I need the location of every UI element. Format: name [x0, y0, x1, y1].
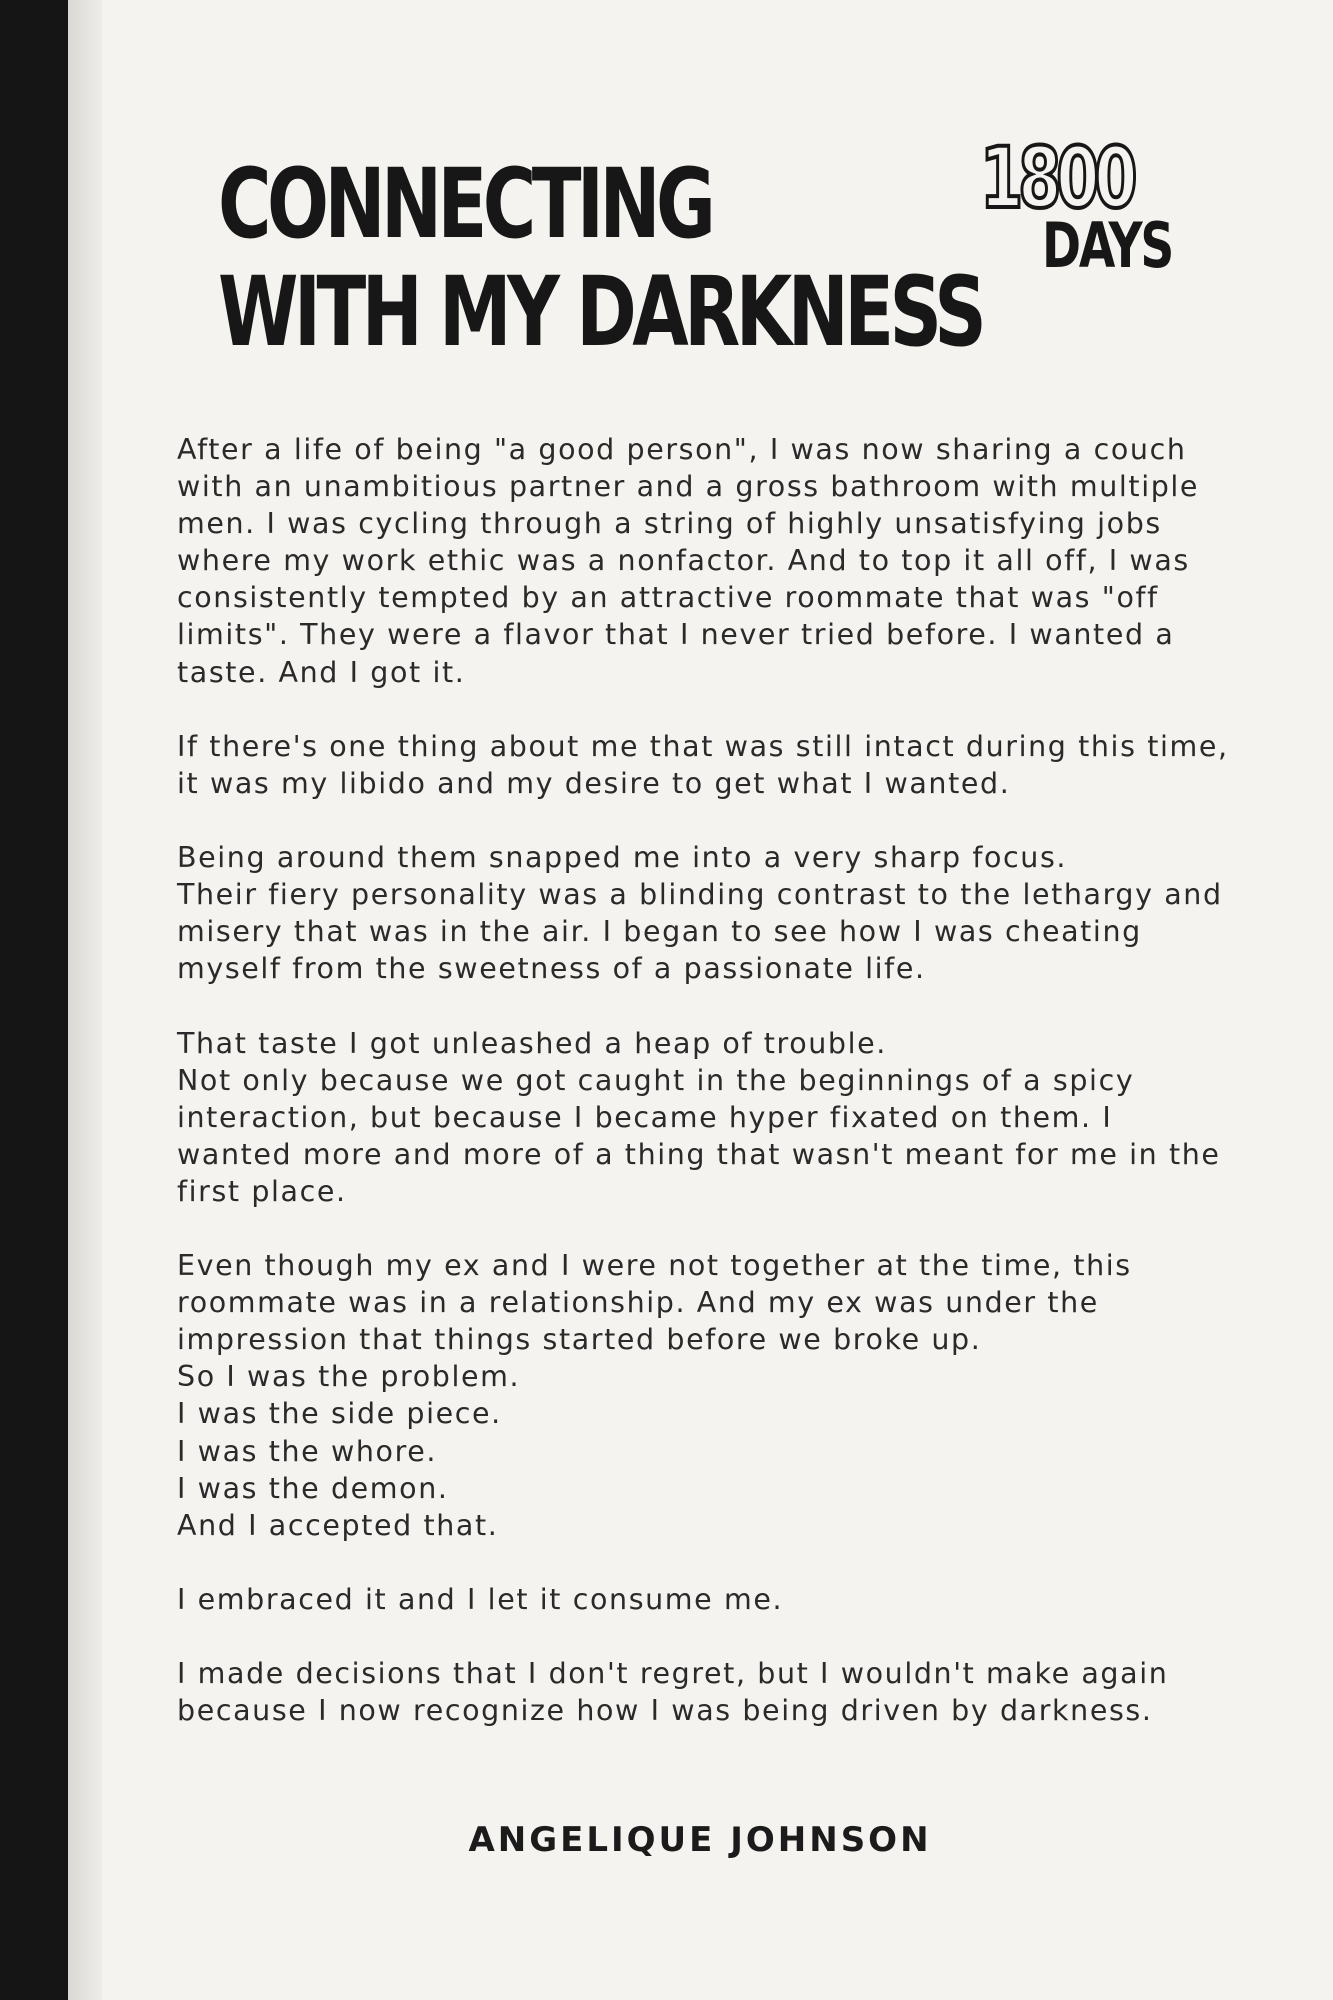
body-line: Their fiery personality was a blinding contrast to the lethargy and	[177, 878, 1223, 912]
body-line: So I was the problem.	[177, 1360, 521, 1394]
book-title	[218, 150, 982, 366]
body-line: men. I was cycling through a string of highly unsatisfying jobs	[177, 507, 1162, 541]
body-line: impression that things started before we broke up.	[177, 1323, 982, 1357]
body-line: roommate was in a relationship. And my ex was under the	[177, 1286, 1099, 1320]
body-line: limits". They were a flavor that I never tried before. I wanted a	[177, 618, 1175, 652]
body-line: it was my libido and my desire to get what I wanted.	[177, 766, 1011, 800]
body-line: I was the side piece.	[177, 1397, 502, 1431]
body-line	[177, 691, 1257, 728]
body-line	[177, 1618, 1257, 1655]
body-line: I embraced it and I let it consume me.	[177, 1582, 784, 1616]
body-line: Even though my ex and I were not together at the time, this	[177, 1249, 1132, 1283]
book-spine	[0, 0, 68, 2000]
body-line: consistently tempted by an attractive roommate that was "off	[177, 581, 1159, 615]
body-line: Not only because we got caught in the beginnings of a spicy	[177, 1063, 1135, 1097]
body-line: If there's one thing about me that was still intact during this time,	[177, 729, 1229, 763]
body-line	[177, 1544, 1257, 1581]
body-text	[177, 431, 1257, 1729]
body-line: wanted more and more of a thing that wasn't meant for me in the	[177, 1137, 1221, 1171]
body-line	[177, 802, 1257, 839]
author-name: ANGELIQUE JOHNSON	[468, 1820, 932, 1860]
body-line: first place.	[177, 1174, 347, 1208]
body-line: with an unambitious partner and a gross bathroom with multiple	[177, 470, 1200, 504]
body-line: And I accepted that.	[177, 1508, 499, 1542]
title-line-2: WITH MY DARKNESS	[218, 256, 983, 368]
body-line	[177, 1210, 1257, 1247]
spine-shadow-edge	[68, 0, 102, 2000]
body-line: misery that was in the air. I began to see how I was cheating	[177, 915, 1142, 949]
body-line: myself from the sweetness of a passionate life.	[177, 952, 926, 986]
days-badge	[980, 129, 1180, 286]
body-line: That taste I got unleashed a heap of trouble.	[177, 1026, 887, 1060]
body-line: I was the whore.	[177, 1434, 438, 1468]
body-line: because I now recognize how I was being driven by darkness.	[177, 1694, 1153, 1728]
days-badge-number: 1800	[980, 129, 1133, 227]
body-line: interaction, but because I became hyper fixated on them. I	[177, 1100, 1113, 1134]
body-line: I made decisions that I don't regret, but I wouldn't make again	[177, 1657, 1169, 1691]
body-line: I was the demon.	[177, 1471, 449, 1505]
body-line: Being around them snapped me into a very sharp focus.	[177, 841, 1068, 875]
body-line	[177, 987, 1257, 1024]
title-line-1: CONNECTING	[218, 148, 712, 260]
body-line: where my work ethic was a nonfactor. And to top it all off, I was	[177, 544, 1190, 578]
body-line: taste. And I got it.	[177, 655, 466, 689]
body-line: After a life of being "a good person", I was now sharing a couch	[177, 433, 1187, 466]
days-badge-label: DAYS	[1042, 209, 1173, 282]
